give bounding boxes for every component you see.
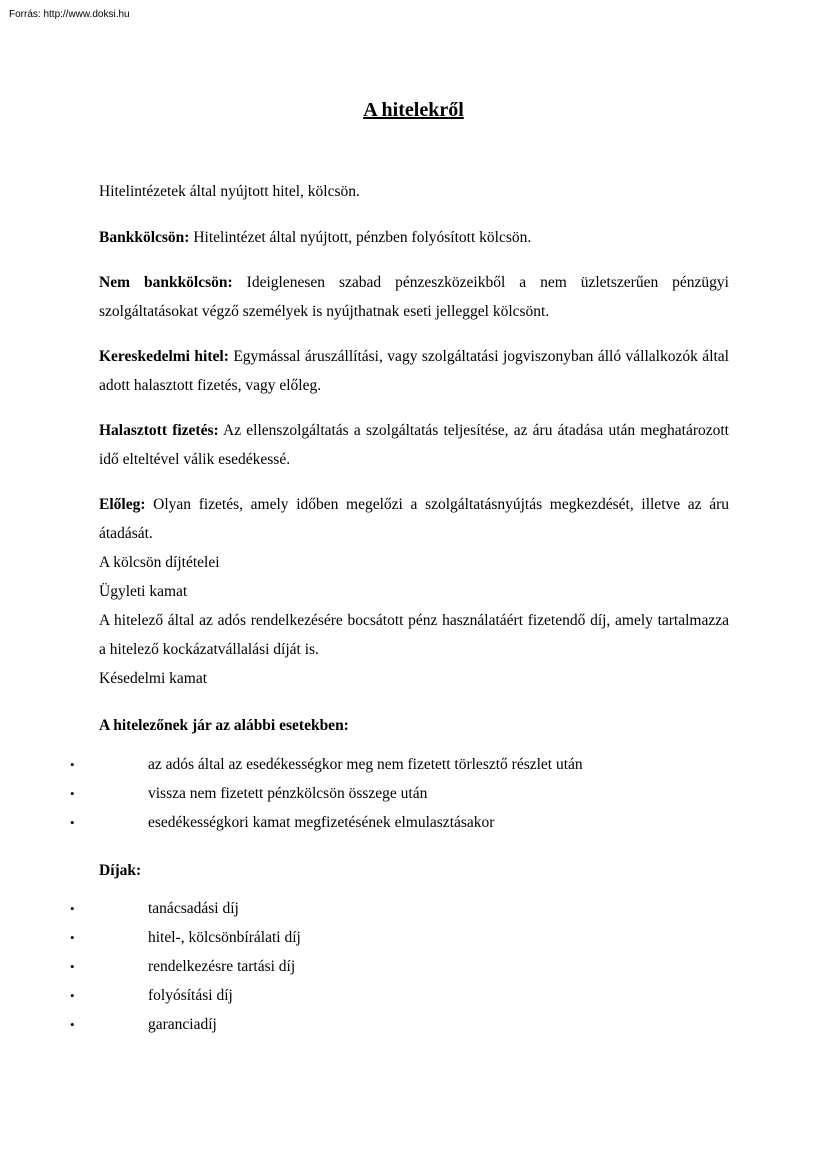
- source-line: Forrás: http://www.doksi.hu: [9, 9, 130, 20]
- definition-term: Előleg:: [99, 496, 146, 513]
- creditor-cases-list: [0, 750, 827, 837]
- definition-term: Nem bankkölcsön:: [99, 274, 233, 291]
- definition-term: Halasztott fizetés:: [99, 422, 219, 439]
- list-item: [0, 1010, 827, 1039]
- list-item-text: vissza nem fizetett pénzkölcsön összege után: [148, 785, 428, 802]
- page-title: A hitelekről: [363, 99, 464, 121]
- list-item: [0, 981, 827, 1010]
- fees-heading-text: Díjak:: [99, 862, 142, 879]
- definition-term: Kereskedelmi hitel:: [99, 348, 229, 365]
- list-item-text: folyósítási díj: [148, 987, 233, 1004]
- loan-fees-heading: A kölcsön díjtételei: [99, 554, 220, 571]
- list-item: [0, 808, 827, 837]
- bullet-icon: •: [70, 1017, 75, 1032]
- late-interest-heading: Késedelmi kamat: [99, 670, 208, 687]
- creditor-heading: [99, 711, 729, 740]
- bullet-icon: •: [70, 757, 75, 772]
- bullet-icon: •: [70, 959, 75, 974]
- bullet-icon: •: [70, 815, 75, 830]
- definition-text: Az ellenszolgáltatás a szolgáltatás teljesítése, az áru átadása után meghatározott idő elteltével válik esedékessé.: [99, 422, 729, 468]
- definition-nem-bankkolcson: [99, 268, 729, 326]
- bullet-icon: •: [70, 901, 75, 916]
- definition-text: Ideiglenesen szabad pénzeszközeikből a nem üzletszerűen pénzügyi szolgáltatásokat végző személyek is nyújthatnak eseti jelleggel kölcsönt.: [99, 274, 729, 320]
- definition-text: Olyan fizetés, amely időben megelőzi a szolgáltatásnyújtás megkezdését, illetve az áru átadását.: [99, 496, 729, 542]
- fees-heading: [99, 856, 729, 885]
- bullet-icon: •: [70, 988, 75, 1003]
- list-item-text: garanciadíj: [148, 1016, 217, 1033]
- definition-eloleg: [99, 490, 729, 548]
- list-item-text: tanácsadási díj: [148, 900, 239, 917]
- definition-halasztott-fizetes: [99, 416, 729, 474]
- creditor-heading-text: A hitelezőnek jár az alábbi esetekben:: [99, 717, 349, 734]
- list-item-text: hitel-, kölcsönbírálati díj: [148, 929, 301, 946]
- list-item: [0, 923, 827, 952]
- business-interest-text: A hitelező által az adós rendelkezésére bocsátott pénz használatáért fizetendő díj, amely tartalmazza a hitelező kockázatvállalási díját is.: [99, 612, 729, 658]
- list-item: [0, 894, 827, 923]
- list-item: [0, 952, 827, 981]
- definition-bankkolcson: [99, 223, 729, 252]
- definition-kereskedelmi-hitel: [99, 342, 729, 400]
- definition-term: Bankkölcsön:: [99, 229, 190, 246]
- bullet-icon: •: [70, 930, 75, 945]
- business-interest-heading: Ügyleti kamat: [99, 583, 188, 600]
- definition-text: Egymással áruszállítási, vagy szolgáltatási jogviszonyban álló vállalkozók által adott halasztott fizetés, vagy előleg.: [99, 348, 729, 394]
- list-item-text: az adós által az esedékességkor meg nem fizetett törlesztő részlet után: [148, 756, 583, 773]
- list-item: [0, 750, 827, 779]
- fees-list: [0, 894, 827, 1039]
- definition-text: Hitelintézet által nyújtott, pénzben folyósított kölcsön.: [189, 229, 532, 246]
- list-item-text: rendelkezésre tartási díj: [148, 958, 296, 975]
- list-item-text: esedékességkori kamat megfizetésének elmulasztásakor: [148, 814, 495, 831]
- bullet-icon: •: [70, 786, 75, 801]
- list-item: [0, 779, 827, 808]
- intro-paragraph: Hitelintézetek által nyújtott hitel, kölcsön.: [99, 183, 360, 200]
